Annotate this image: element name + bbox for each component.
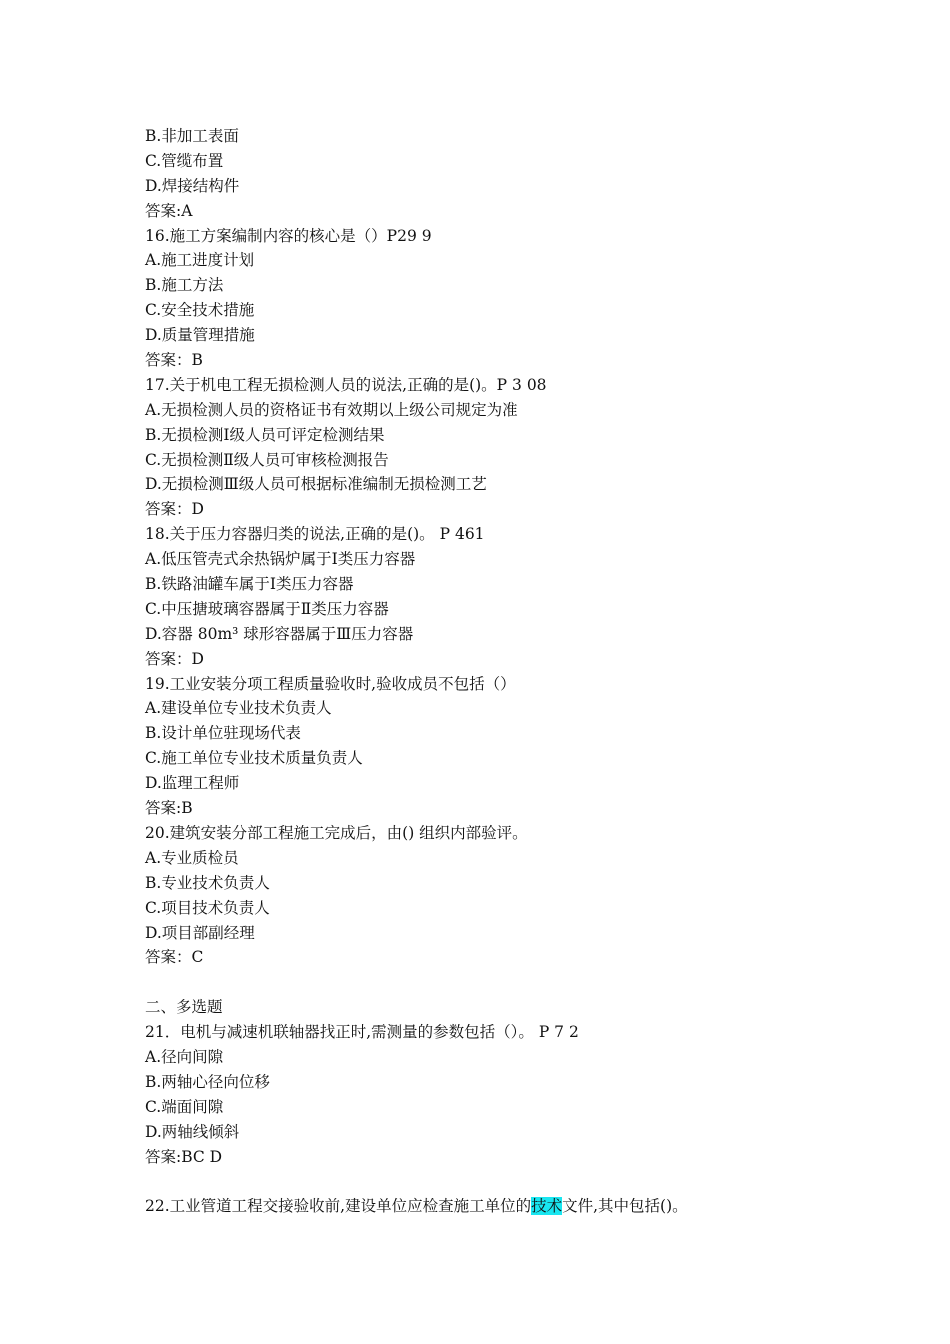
text-line: C.项目技术负责人 (145, 898, 270, 917)
text-line: D.焊接结构件 (145, 176, 240, 195)
text-line: 17.关于机电工程无损检测人员的说法,正确的是()。P 3 08 (145, 375, 547, 394)
text-line: D.项目部副经理 (145, 923, 255, 942)
text-line: C.无损检测Ⅱ级人员可审核检测报告 (145, 450, 389, 469)
text-line: A.专业质检员 (145, 848, 239, 867)
text-line: 18.关于压力容器归类的说法,正确的是()。 P 461 (145, 525, 485, 544)
blank-line (145, 1169, 845, 1194)
text-line: 答案：D (145, 500, 204, 519)
text-line: B.非加工表面 (145, 127, 239, 145)
text-line: C.端面间隙 (145, 1097, 224, 1116)
text-line: C.管缆布置 (145, 151, 224, 170)
text-line: 答案：D (145, 649, 204, 668)
multiple-choice-block (145, 995, 845, 1169)
text-line: 16.施工方案编制内容的核心是（）P29 9 (145, 226, 432, 245)
text-line: B.无损检测Ⅰ级人员可评定检测结果 (145, 425, 385, 444)
text-line: 答案:BC D (145, 1147, 223, 1166)
highlighted-text: 技术 (531, 1197, 563, 1216)
question-22-text-before: 22.工业管道工程交接验收前,建设单位应检查施工单位的 (145, 1197, 532, 1216)
text-line: 答案：B (145, 351, 203, 370)
text-line: A.径向间隙 (145, 1047, 224, 1066)
text-line: B.两轴心径向位移 (145, 1072, 270, 1091)
text-line: 答案:B (145, 799, 193, 818)
text-line: D.无损检测Ⅲ级人员可根据标准编制无损检测工艺 (145, 475, 487, 494)
text-line: 19.工业安装分项工程质量验收时,验收成员不包括（） (145, 674, 516, 693)
text-line: 20.建筑安装分部工程施工完成后，由() 组织内部验评。 (145, 823, 528, 842)
exam-text (145, 124, 845, 1219)
text-line: D.两轴线倾斜 (145, 1122, 240, 1141)
text-line: A.施工进度计划 (145, 251, 255, 270)
text-line: 答案：C (145, 948, 204, 967)
text-line: 21．电机与减速机联轴器找正时,需测量的参数包括（）。 P 7 2 (145, 1023, 579, 1042)
text-line: A.低压管壳式余热锅炉属于Ⅰ类压力容器 (145, 550, 416, 569)
text-line: D.监理工程师 (145, 774, 240, 793)
text-line: A.无损检测人员的资格证书有效期以上级公司规定为准 (145, 400, 518, 419)
text-line: D.容器 80m³ 球形容器属于Ⅲ压力容器 (145, 624, 414, 643)
questions-16-20-block (145, 124, 845, 970)
text-line: C.施工单位专业技术质量负责人 (145, 749, 363, 768)
blank-line (145, 970, 845, 995)
text-line: A.建设单位专业技术负责人 (145, 699, 332, 718)
question-22 (145, 1194, 845, 1219)
text-line: C.安全技术措施 (145, 301, 255, 320)
text-line: B.铁路油罐车属于Ⅰ类压力容器 (145, 575, 354, 594)
question-22-text-after: 文件,其中包括()。 (562, 1197, 688, 1216)
text-line: 二、多选题 (145, 998, 223, 1017)
text-line: B.施工方法 (145, 276, 224, 295)
text-line: C.中压搪玻璃容器属于Ⅱ类压力容器 (145, 599, 389, 618)
text-line: D.质量管理措施 (145, 326, 255, 345)
text-line: 答案:A (145, 201, 193, 220)
text-line: B.设计单位驻现场代表 (145, 724, 301, 743)
text-line: B.专业技术负责人 (145, 873, 270, 892)
